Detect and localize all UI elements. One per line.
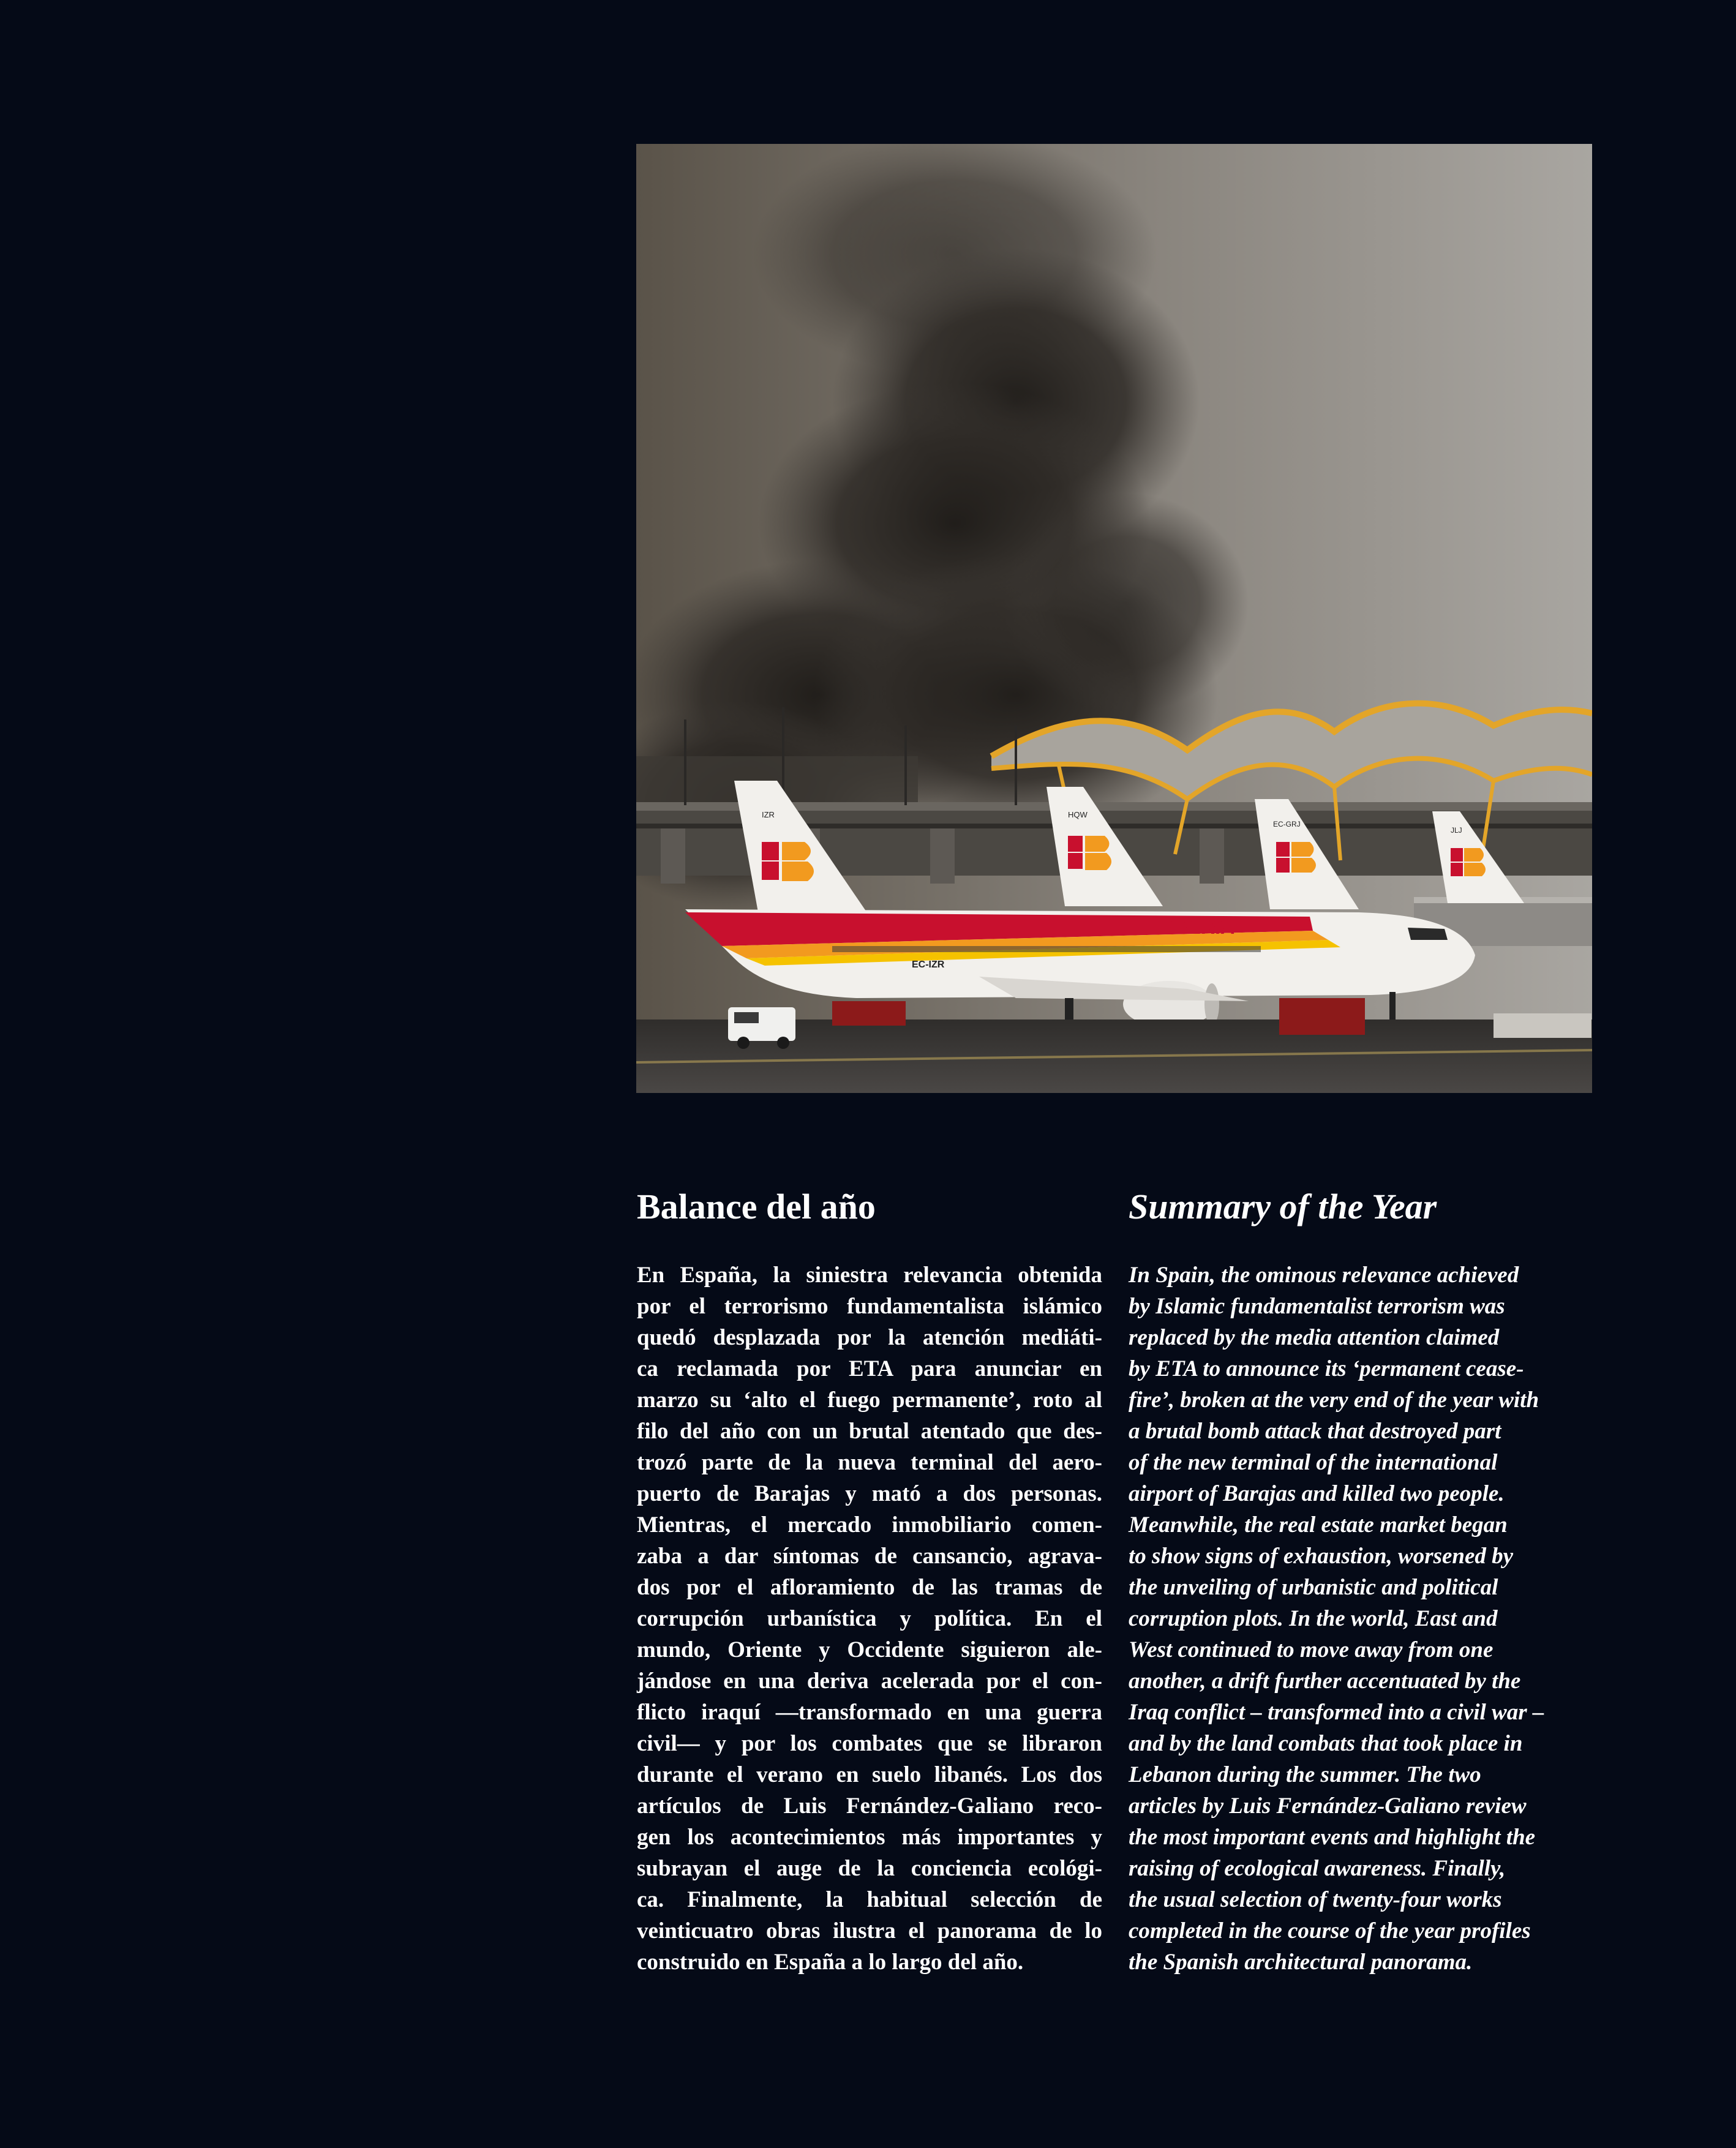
english-heading: Summary of the Year: [1129, 1187, 1437, 1226]
spanish-text-line: filo del año con un brutal atentado que des-: [637, 1419, 1102, 1444]
english-text-line: completed in the course of the year profiles: [1129, 1918, 1531, 1943]
spanish-text-line: marzo su ‘alto el fuego permanente’, roto al: [637, 1388, 1102, 1413]
tail-code-4: JLJ: [1451, 826, 1462, 835]
spanish-text-line: construido en España a lo largo del año.: [637, 1950, 1024, 1975]
airport-smoke-photo: [636, 144, 1592, 1093]
spanish-heading: Balance del año: [637, 1187, 876, 1226]
english-column: [1129, 1179, 1606, 1978]
spanish-text-line: puerto de Barajas y mató a dos personas.: [637, 1481, 1102, 1506]
aircraft-registration: EC-IZR: [912, 959, 945, 970]
english-text-line: Lebanon during the summer. The two: [1129, 1762, 1481, 1787]
spanish-column: [637, 1179, 1102, 1978]
spanish-text-line: corrupción urbanística y política. En el: [637, 1606, 1102, 1631]
english-text-line: West continued to move away from one: [1129, 1637, 1494, 1662]
spanish-text-line: subrayan el auge de la conciencia ecológi-: [637, 1856, 1102, 1881]
english-text-line: a brutal bomb attack that destroyed part: [1129, 1419, 1501, 1444]
tail-code-1: IZR: [762, 810, 775, 819]
english-text-line: and by the land combats that took place in: [1129, 1731, 1523, 1756]
spanish-text-line: zaba a dar síntomas de cansancio, agrava-: [637, 1544, 1102, 1569]
english-text-line: the usual selection of twenty-four works: [1129, 1887, 1502, 1912]
english-text-line: of the new terminal of the international: [1129, 1450, 1498, 1475]
english-text-line: articles by Luis Fernández-Galiano review: [1129, 1793, 1527, 1819]
tail-code-2: HQW: [1068, 810, 1088, 819]
spanish-text-line: En España, la siniestra relevancia obtenida: [637, 1263, 1102, 1288]
cover-photo: [636, 144, 1592, 1093]
english-text-line: fire’, broken at the very end of the year with: [1129, 1388, 1539, 1413]
spanish-text-line: jándose en una deriva acelerada por el con-: [637, 1669, 1102, 1694]
english-text-line: raising of ecological awareness. Finally,: [1129, 1856, 1506, 1881]
english-text-line: Iraq conflict – transformed into a civil war –: [1129, 1700, 1544, 1725]
spanish-text-line: trozó parte de la nueva terminal del aero-: [637, 1450, 1102, 1475]
english-text-line: the Spanish architectural panorama.: [1129, 1950, 1473, 1975]
spanish-body-text: [637, 1260, 1102, 1978]
english-text-line: In Spain, the ominous relevance achieved: [1129, 1263, 1519, 1288]
english-text-line: the most important events and highlight the: [1129, 1825, 1536, 1850]
spanish-text-line: artículos de Luis Fernández-Galiano reco-: [637, 1793, 1102, 1819]
english-text-line: replaced by the media attention claimed: [1129, 1325, 1500, 1350]
english-text-line: Meanwhile, the real estate market began: [1129, 1512, 1508, 1538]
spanish-text-line: gen los acontecimientos más importantes y: [637, 1825, 1102, 1850]
english-text-line: by Islamic fundamentalist terrorism was: [1129, 1294, 1505, 1319]
aircraft-label: IBERIA: [1169, 916, 1236, 938]
english-text-line: by ETA to announce its ‘permanent cease-: [1129, 1356, 1524, 1381]
english-text-line: another, a drift further accentuated by the: [1129, 1669, 1521, 1694]
spanish-text-line: por el terrorismo fundamentalista islámico: [637, 1294, 1102, 1319]
english-body-text: [1129, 1260, 1606, 1978]
spanish-text-line: veinticuatro obras ilustra el panorama de lo: [637, 1918, 1102, 1943]
spanish-text-line: mundo, Oriente y Occidente siguieron ale-: [637, 1637, 1102, 1662]
spanish-text-line: flicto iraquí —transformado en una guerra: [637, 1700, 1102, 1725]
tail-code-3: EC-GRJ: [1273, 820, 1301, 828]
english-text-line: airport of Barajas and killed two people.: [1129, 1481, 1505, 1506]
spanish-text-line: durante el verano en suelo libanés. Los dos: [637, 1762, 1102, 1787]
spanish-text-line: ca reclamada por ETA para anunciar en: [637, 1356, 1102, 1381]
spanish-text-line: Mientras, el mercado inmobiliario comen-: [637, 1512, 1102, 1538]
spanish-text-line: ca. Finalmente, la habitual selección de: [637, 1887, 1102, 1912]
english-text-line: corruption plots. In the world, East and: [1129, 1606, 1498, 1631]
spanish-text-line: dos por el afloramiento de las tramas de: [637, 1575, 1102, 1600]
spanish-text-line: civil— y por los combates que se libraron: [637, 1731, 1102, 1756]
english-text-line: the unveiling of urbanistic and political: [1129, 1575, 1498, 1600]
english-text-line: to show signs of exhaustion, worsened by: [1129, 1544, 1514, 1569]
spanish-text-line: quedó desplazada por la atención mediáti-: [637, 1325, 1102, 1350]
